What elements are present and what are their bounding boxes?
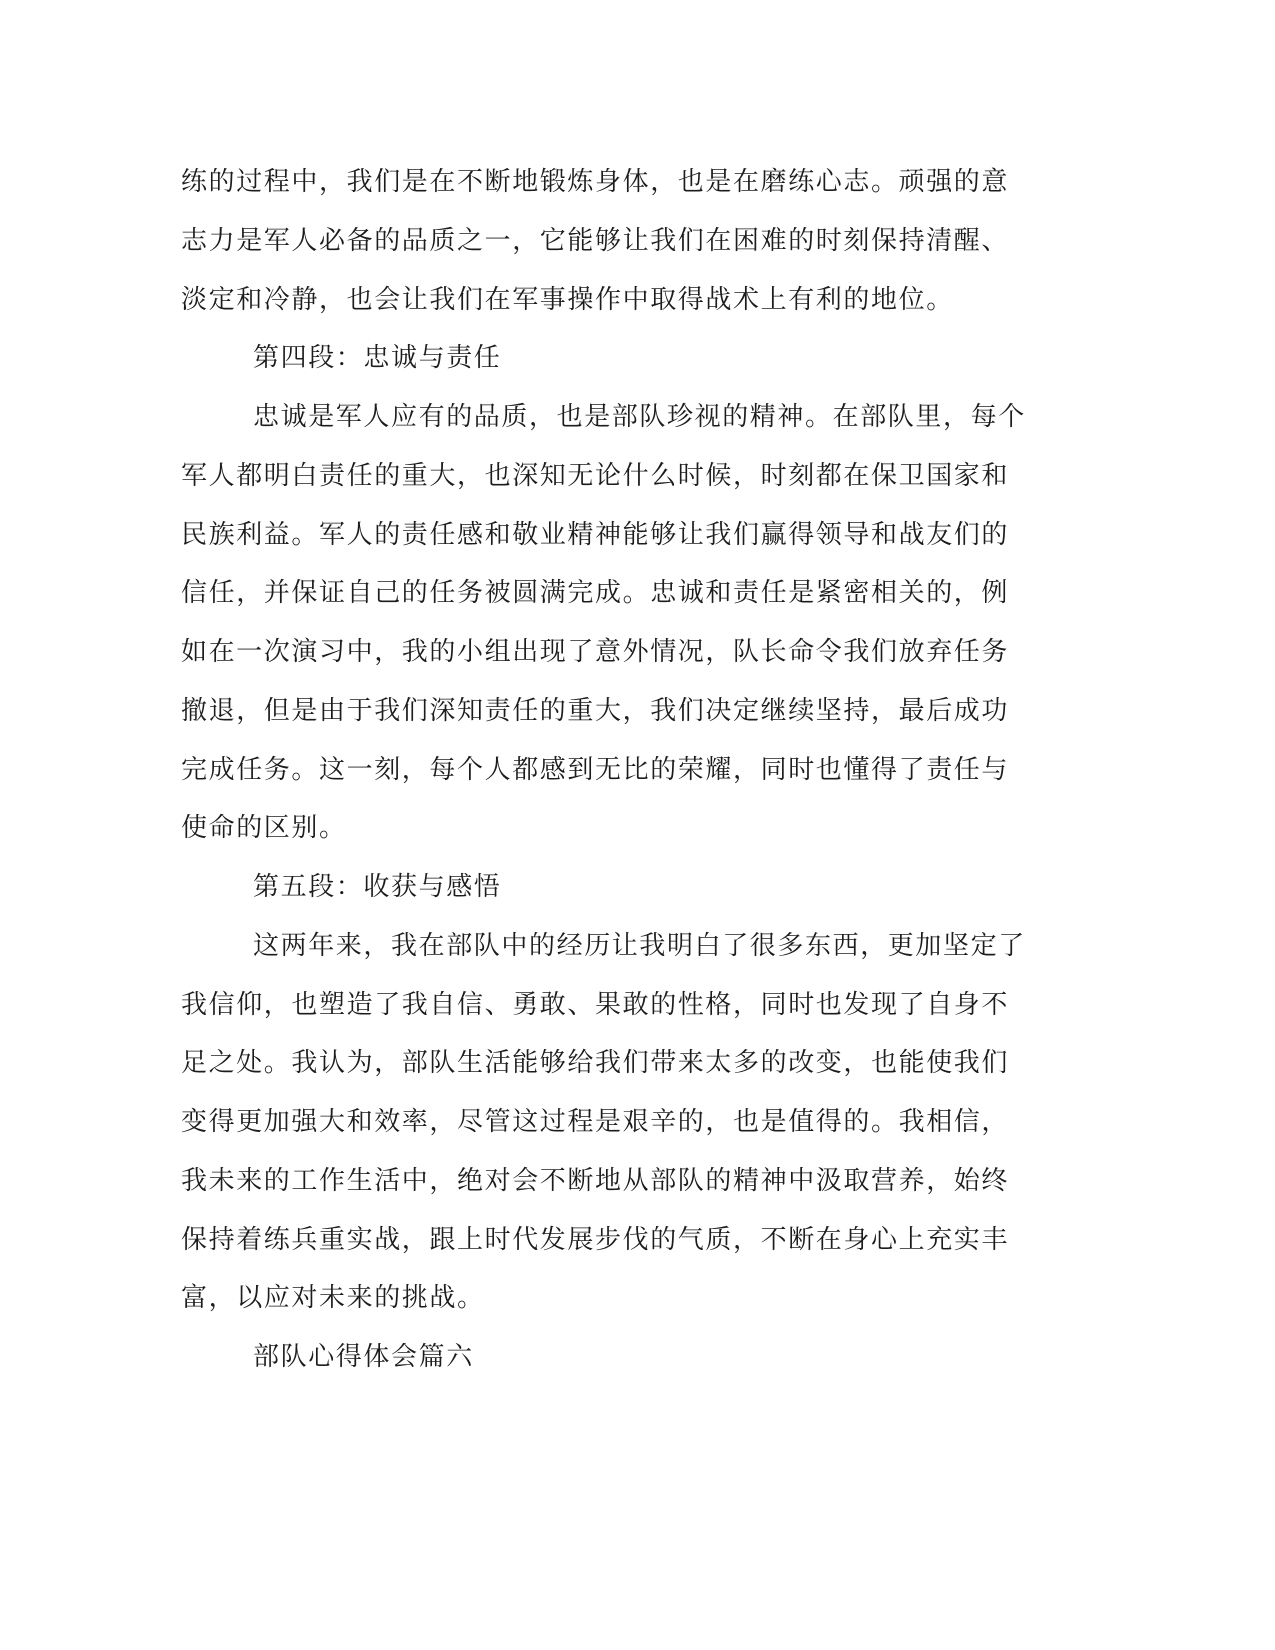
text-line: 变得更加强大和效率，尽管这过程是艰辛的，也是值得的。我相信， [181,1107,1010,1136]
text-line: 使命的区别。 [181,813,347,843]
section4-paragraph [181,388,1081,858]
document-body [181,153,1081,1387]
text-line: 我信仰，也塑造了我自信、勇敢、果敢的性格，同时也发现了自身不 [181,989,1010,1019]
text-line: 练的过程中，我们是在不断地锻炼身体，也是在磨练心志。顽强的意 [181,167,1010,196]
continued-paragraph [181,153,1081,329]
text-line: 民族利益。军人的责任感和敬业精神能够让我们赢得领导和战友们的 [181,519,1010,549]
section5-heading: 第五段：收获与感悟 [253,872,502,901]
text-line: 志力是军人必备的品质之一，它能够让我们在困难的时刻保持清醒、 [181,225,1010,255]
text-line: 我未来的工作生活中，绝对会不断地从部队的精神中汲取营养，始终 [181,1165,1010,1195]
text-line: 这两年来，我在部队中的经历让我明白了很多东西，更加坚定了 [253,930,1026,960]
section5-paragraph [181,917,1081,1328]
text-line: 保持着练兵重实战，跟上时代发展步伐的气质，不断在身心上充实丰 [181,1224,1010,1254]
text-line: 信任，并保证自己的任务被圆满完成。忠诚和责任是紧密相关的，例 [181,578,1010,608]
text-line: 完成任务。这一刻，每个人都感到无比的荣耀，同时也懂得了责任与 [181,754,1010,784]
next-article-title: 部队心得体会篇六 [253,1342,474,1371]
text-line: 撤退，但是由于我们深知责任的重大，我们决定继续坚持，最后成功 [181,695,1010,725]
text-line: 富，以应对未来的挑战。 [181,1283,485,1313]
text-line: 如在一次演习中，我的小组出现了意外情况，队长命令我们放弃任务 [181,637,1010,666]
text-line: 足之处。我认为，部队生活能够给我们带来太多的改变，也能使我们 [181,1048,1010,1078]
section4-heading: 第四段：忠诚与责任 [253,343,502,373]
text-line: 淡定和冷静，也会让我们在军事操作中取得战术上有利的地位。 [181,284,954,314]
text-line: 军人都明白责任的重大，也深知无论什么时候，时刻都在保卫国家和 [181,460,1010,490]
text-line: 忠诚是军人应有的品质，也是部队珍视的精神。在部队里，每个 [253,402,1026,431]
